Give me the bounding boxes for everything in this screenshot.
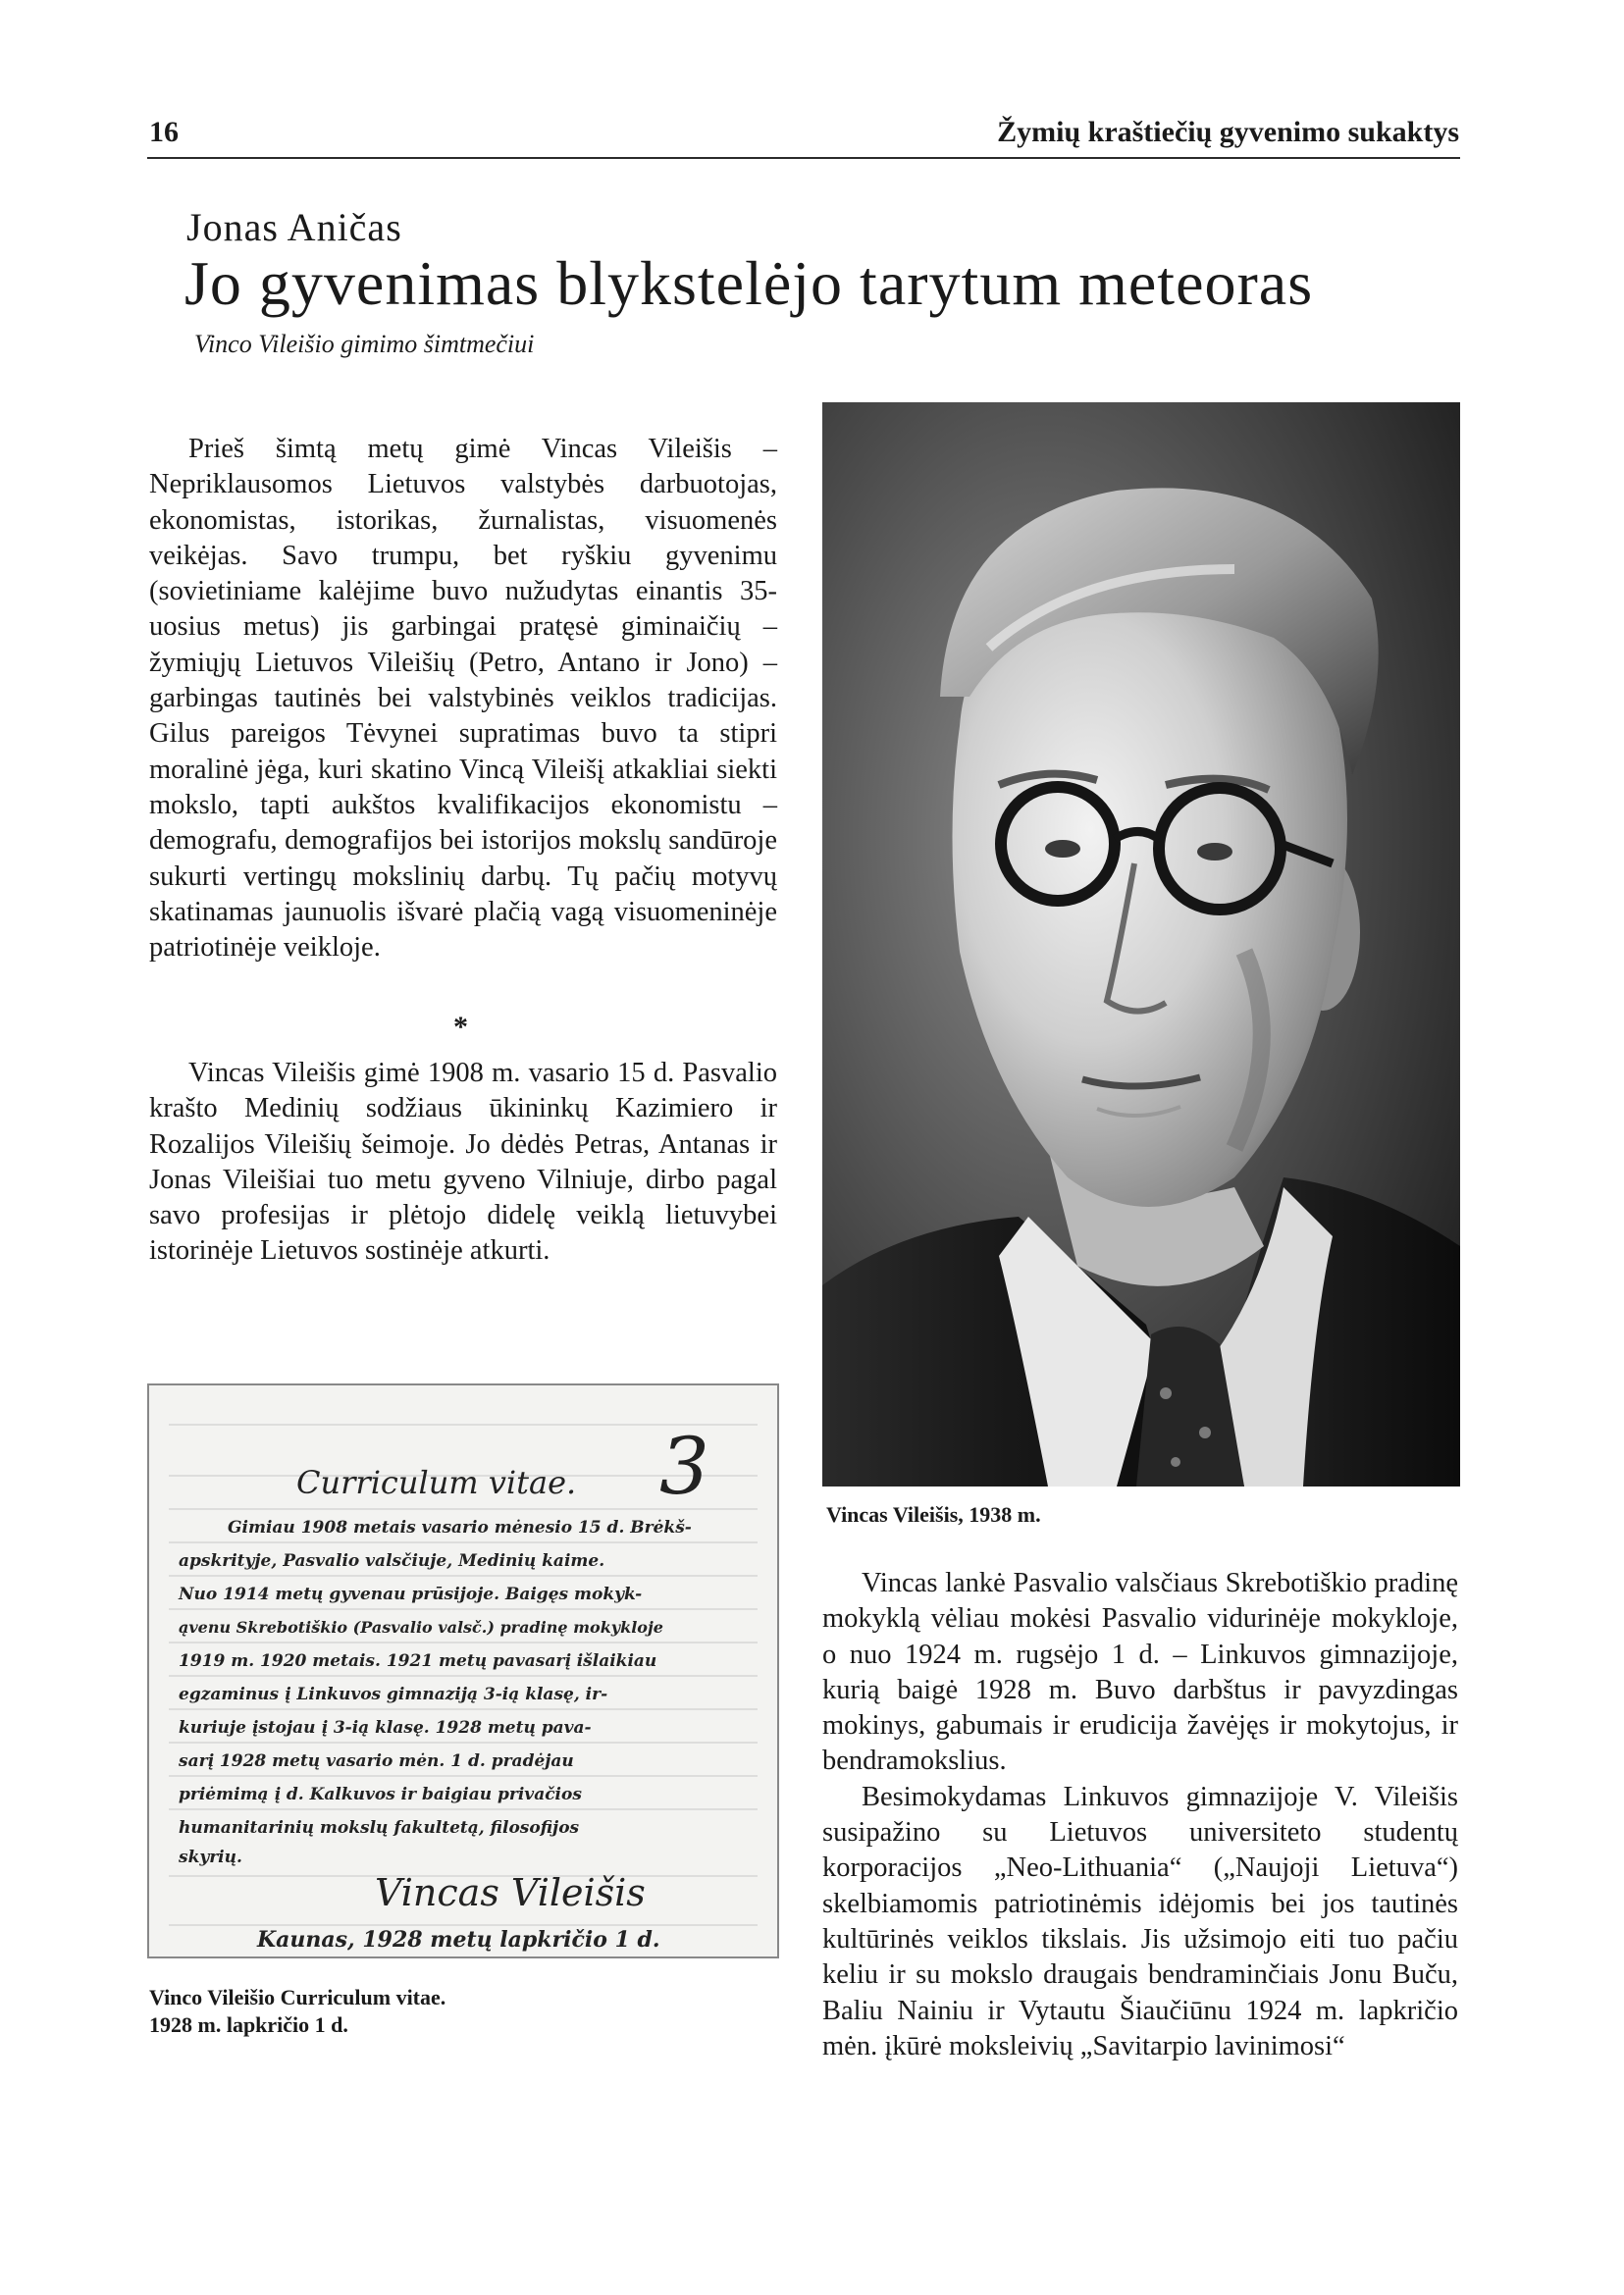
portrait-caption: Vincas Vileišis, 1938 m. [826,1502,1041,1527]
cv-caption-line-1: Vinco Vileišio Curriculum vitae. [149,1985,446,2009]
cv-line: ąvenu Skrebotiškio (Pasvalio valsč.) pradinę mokykloje [179,1618,663,1637]
cv-handwriting [149,1385,777,1956]
article-subtitle: Vinco Vileišio gimimo šimtmečiui [194,330,535,358]
cv-line: 1919 m. 1920 metais. 1921 metų pavasarį išlaikiau [179,1651,657,1671]
running-title: Žymių kraštiečių gyvenimo sukaktys [997,116,1459,148]
cv-line: egzaminus į Linkuvos gimnaziją 3-ią klasę, ir- [179,1685,608,1704]
curriculum-vitae-scan [147,1383,779,1958]
paragraph: Besimokydamas Linkuvos gimnazijoje V. Vileišis susipažino su Lietuvos universiteto studentų korporacijos „Neo-Lithuania“ („Naujoji Lietuva“) skelbiamomis patriotinėmis idėjomis bei jos tautinės kultūrinės veiklos tikslais. Jis užsimojo eiti tuo pačiu keliu ir su mokslo draugais bendraminčiais Jonu Buču, Baliu Nainiu ir Vytautu Šiaučiūnu 1924 m. lapkričio mėn. įkūrė moksleivių „Savitarpio lavinimosi“ [822,1781,1458,2061]
cv-line: priėmimą į d. Kalkuvos ir baigiau privačios [179,1785,582,1804]
cv-line: skyrių. [179,1848,242,1867]
cv-caption-line-2: 1928 m. lapkričio 1 d. [149,2012,348,2037]
left-column-intro [149,432,777,965]
cv-caption [149,1984,738,2039]
right-column-text [822,1566,1458,2064]
cv-line: sarį 1928 metų vasario mėn. 1 d. pradėjau [179,1751,574,1771]
cv-line: kuriuje įstojau į 3-ią klasę. 1928 metų pava- [179,1718,592,1738]
article-author: Jonas Aničas [186,205,402,249]
section-separator: * [453,1011,468,1043]
cv-line: Nuo 1914 metų gyvenau prūsijoje. Baigęs mokyk- [179,1585,643,1604]
paragraph: Vincas Vileišis gimė 1908 m. vasario 15 d. Pasvalio krašto Medinių sodžiaus ūkininkų Kazimiero ir Rozalijos Vileišių šeimoje. Jo dėdės Petras, Antanas ir Jonas Vileišiai tuo metu gyveno Vilniuje, dirbo pagal savo profesijas ir plėtojo didelę veiklą lietuvybei istorinėje Lietuvos sostinėje atkurti. [149,1058,777,1267]
cv-corner-mark: 3 [659,1421,709,1512]
paragraph: Vincas lankė Pasvalio valsčiaus Skrebotiškio pradinę mokyklą vėliau mokėsi Pasvalio vidurinėje mokykloje, o nuo 1924 m. rugsėjo 1 d. – Linkuvos gimnazijoje, kurią baigė 1928 m. Buvo darbštus ir pavyzdingas mokinys, gabumais ir erudicija žavėjęs ir mokytojus, ir bendramokslius. [822,1568,1458,1777]
cv-line: Gimiau 1908 metais vasario mėnesio 15 d. Brėkš- [228,1518,692,1538]
page-number: 16 [149,116,179,148]
left-column-birth [149,1056,777,1270]
cv-line: humanitarinių mokslų fakultetą, filosofijos [179,1818,580,1838]
cv-line: apskrityje, Pasvalio valsčiuje, Medinių kaime. [179,1551,605,1571]
article-title: Jo gyvenimas blykstelėjo tarytum meteoras [184,248,1314,318]
portrait-illustration [822,402,1460,1487]
cv-place-date: Kaunas, 1928 metų lapkričio 1 d. [257,1927,660,1953]
header-rule [147,157,1460,159]
portrait-photo [822,402,1460,1487]
paragraph: Prieš šimtą metų gimė Vincas Vileišis – Nepriklausomos Lietuvos valstybės darbuotojas, ekonomistas, istorikas, žurnalistas, visuomenės veikėjas. Savo trumpu, bet ryškiu gyvenimu (sovietiniame kalėjime buvo nužudytas einantis 35-uosius metus) jis garbingai pratęsė giminaičių – žymiųjų Lietuvos Vileišių (Petro, Antano ir Jono) – garbingas tautinės bei valstybinės veiklos tradicijas. Gilus pareigos Tėvynei supratimas buvo ta stipri moralinė jėga, kuri skatino Vincą Vileišį atkakliai siekti mokslo, tapti aukštos kvalifikacijos ekonomistu – demografu, demografijos bei istorijos mokslų sandūroje sukurti vertingų mokslinių darbų. Tų pačių motyvų skatinamas jaunuolis išvarė plačią vagą visuomeninėje patriotinėje veikloje. [149,434,777,964]
cv-heading: Curriculum vitae. [296,1464,577,1501]
cv-signature: Vincas Vileišis [375,1871,646,1914]
